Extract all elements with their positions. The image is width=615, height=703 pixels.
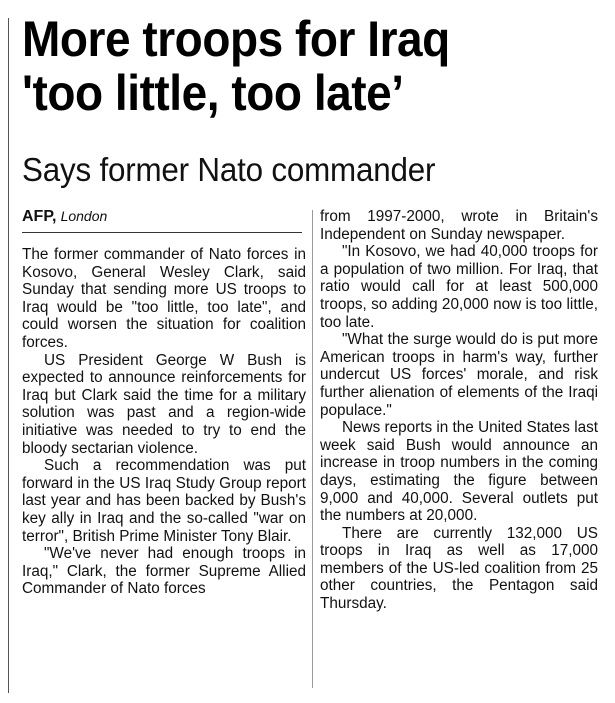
column-divider (312, 210, 313, 688)
paragraph: Such a recommendation was put forward in the US Iraq Study Group report last year and has been backed by Bush's key ally in Iraq and the so-called "war on terror", British Prime Minister Tony Blair. (22, 457, 306, 545)
paragraph: The former commander of Nato forces in Kosovo, General Wesley Clark, said Sunday that sending more US troops to Iraq would be "too little, too late", and could worsen the situation for coalition forces. (22, 246, 306, 351)
paragraph: There are currently 132,000 US troops in Iraq as well as 17,000 members of the US-led coalition from 25 other countries, the Pentagon said Thursday. (320, 524, 598, 613)
byline (22, 207, 302, 233)
article-column-right (320, 208, 598, 613)
paragraph: "What the surge would do is put more American troops in harm's way, further undercut US forces' morale, and risk further alienation of elements of the Iraqi populace." (320, 331, 598, 419)
subheadline: Says former Nato commander (22, 151, 436, 188)
article-column-left (22, 246, 306, 598)
headline (22, 12, 560, 120)
headline-line-1: More troops for Iraq (22, 11, 450, 67)
paragraph: from 1997-2000, wrote in Britain's Independent on Sunday newspaper. (320, 208, 598, 243)
byline-location: London (60, 208, 108, 224)
byline-agency: AFP, (22, 208, 57, 225)
left-margin-rule (8, 18, 9, 693)
paragraph: "We've never had enough troops in Iraq," Clark, the former Supreme Allied Commander of Nato forces (22, 545, 306, 598)
headline-line-2: 'too little, too late’ (22, 65, 404, 121)
paragraph: "In Kosovo, we had 40,000 troops for a population of two million. For Iraq, that ratio would call for at least 500,000 troops, so adding 20,000 now is too little, too late. (320, 243, 598, 331)
paragraph: News reports in the United States last week said Bush would announce an increase in troop numbers in the coming days, estimating the figure between 9,000 and 40,000. Several outlets put the numbers at 20,000. (320, 419, 598, 525)
paragraph: US President George W Bush is expected to announce reinforcements for Iraq but Clark said the time for a military solution was past and a region-wide initiative was needed to try to end the bloody sectarian violence. (22, 351, 306, 457)
